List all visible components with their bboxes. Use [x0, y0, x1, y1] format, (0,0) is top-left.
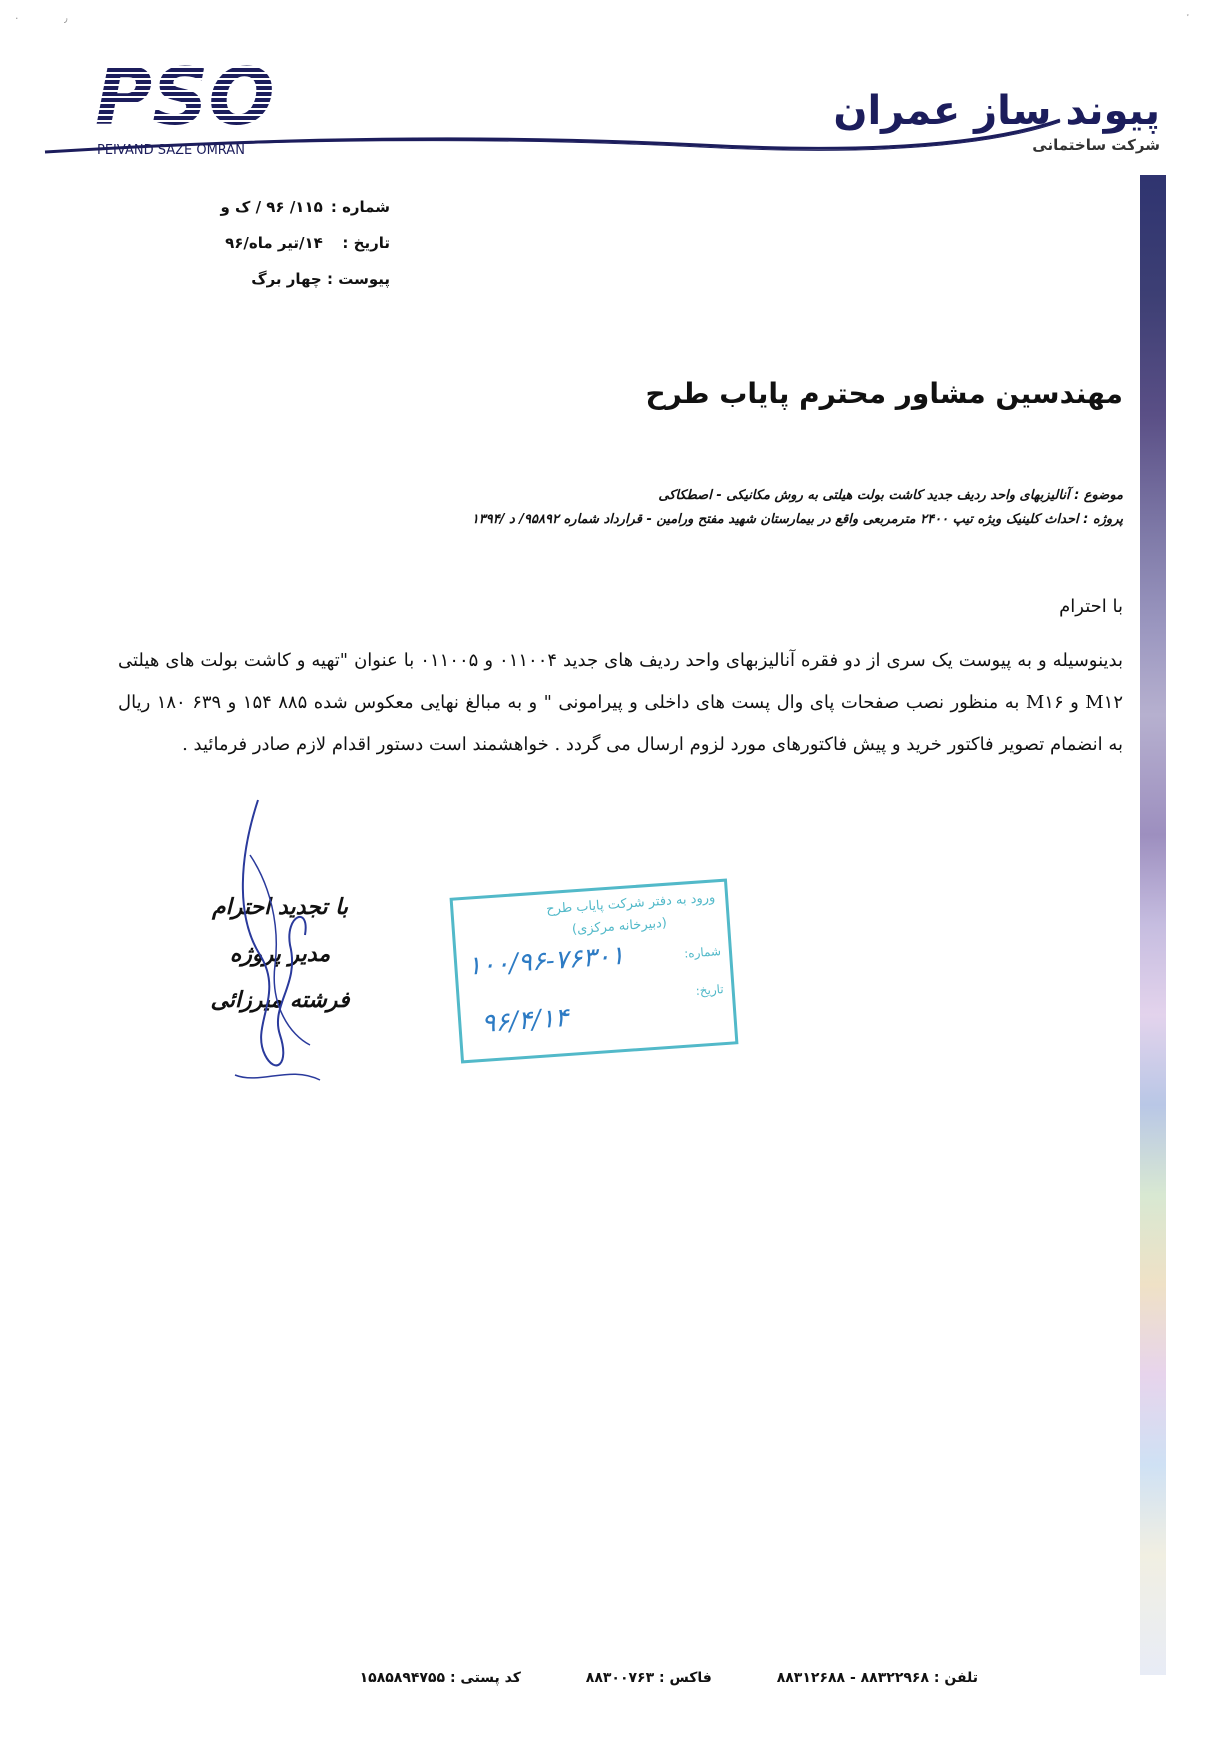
number-value: ۱۱۵/ ۹۶ / ک و	[220, 198, 323, 216]
letter-number	[220, 198, 390, 216]
postal-value: ۱۵۸۵۸۹۴۷۵۵	[359, 1670, 446, 1686]
stamp-number-value: ۱۰۰/۹۶-۷۶۳۰۱	[466, 940, 626, 982]
handwritten-signature	[230, 795, 380, 1095]
signer-title: مدیر پروژه	[229, 942, 331, 967]
footer-phone	[772, 1670, 978, 1686]
postal-label: کد پستی :	[449, 1670, 521, 1686]
signer-name: فرشته میرزائی	[210, 988, 350, 1013]
stamp-date-value: ۹۶/۴/۱۴	[480, 1002, 570, 1039]
logo-caption: PEIVAND SAZE OMRAN	[97, 143, 245, 158]
footer-postal	[360, 1670, 521, 1686]
stamp-date-label: تاریخ:	[695, 982, 725, 998]
stamp-line-1: ورود به دفتر شرکت پایاب طرح	[545, 890, 716, 918]
decorative-edge-strip	[1140, 175, 1166, 1675]
company-logo	[95, 62, 295, 162]
footer-fax	[581, 1670, 712, 1686]
brand-subtitle: شرکت ساختمانی	[1032, 136, 1160, 154]
closing-regards: با تجدید احترام	[212, 895, 348, 920]
received-stamp	[450, 879, 739, 1064]
attachment-value: چهار برگ	[251, 270, 322, 288]
date-value: ۱۴/تیر ماه/۹۶	[225, 234, 323, 252]
recipient-heading: مهندسین مشاور محترم پایاب طرح	[645, 377, 1123, 410]
letter-date	[225, 234, 390, 252]
number-label: شماره :	[330, 198, 390, 216]
salutation: با احترام	[1059, 596, 1123, 617]
date-label: تاریخ :	[342, 234, 390, 252]
scan-mark-left: · ٫	[15, 12, 68, 25]
project-line: پروژه : احداث کلینیک ویژه تیپ ۲۴۰۰ مترمربعی واقع در بیمارستان شهید مفتح ورامین - قرارداد شماره ۹۵۸۹۲/ د /۱۳۹۴	[471, 512, 1123, 527]
subject-line: موضوع : آنالیزبهای واحد ردیف جدید کاشت بولت هیلتی به روش مکانیکی - اصطکاکی	[658, 488, 1123, 503]
contact-footer	[270, 1670, 978, 1686]
fax-value: ۸۸۳۰۰۷۶۳	[585, 1670, 655, 1686]
brand-block	[833, 88, 1160, 154]
fax-label: فاکس :	[659, 1670, 712, 1686]
brand-name: پیوند ساز عمران	[833, 88, 1160, 134]
attachment-label: پیوست :	[326, 270, 390, 288]
stamp-number-label: شماره:	[683, 944, 722, 961]
scan-mark-right: ˑ	[1186, 10, 1190, 23]
body-paragraph: بدینوسیله و به پیوست یک سری از دو فقره آنالیزبهای واحد ردیف های جدید ۰۱۱۰۰۴ و ۰۱۱۰۰۵ با عنوان "تهیه و کاشت بولت های هیلتی M۱۲ و M۱۶ به منظور نصب صفحات پای وال پست های داخلی و پیرامونی " و به مبالغ نهایی معکوس شده ۸۸۵ ۱۵۴ و ۶۳۹ ۱۸۰ ریال به انضمام تصویر فاکتور خرید و پیش فاکتورهای مورد لزوم ارسال می گردد . خواهشمند است دستور اقدام لازم صادر فرمائید .	[118, 650, 1123, 755]
letter-attachment	[251, 270, 390, 288]
phone-label: تلفن :	[933, 1670, 978, 1686]
phone-value: ۸۸۳۲۲۹۶۸ - ۸۸۳۱۲۶۸۸	[776, 1670, 929, 1686]
stamp-line-2: (دبیرخانه مرکزی)	[571, 915, 668, 938]
